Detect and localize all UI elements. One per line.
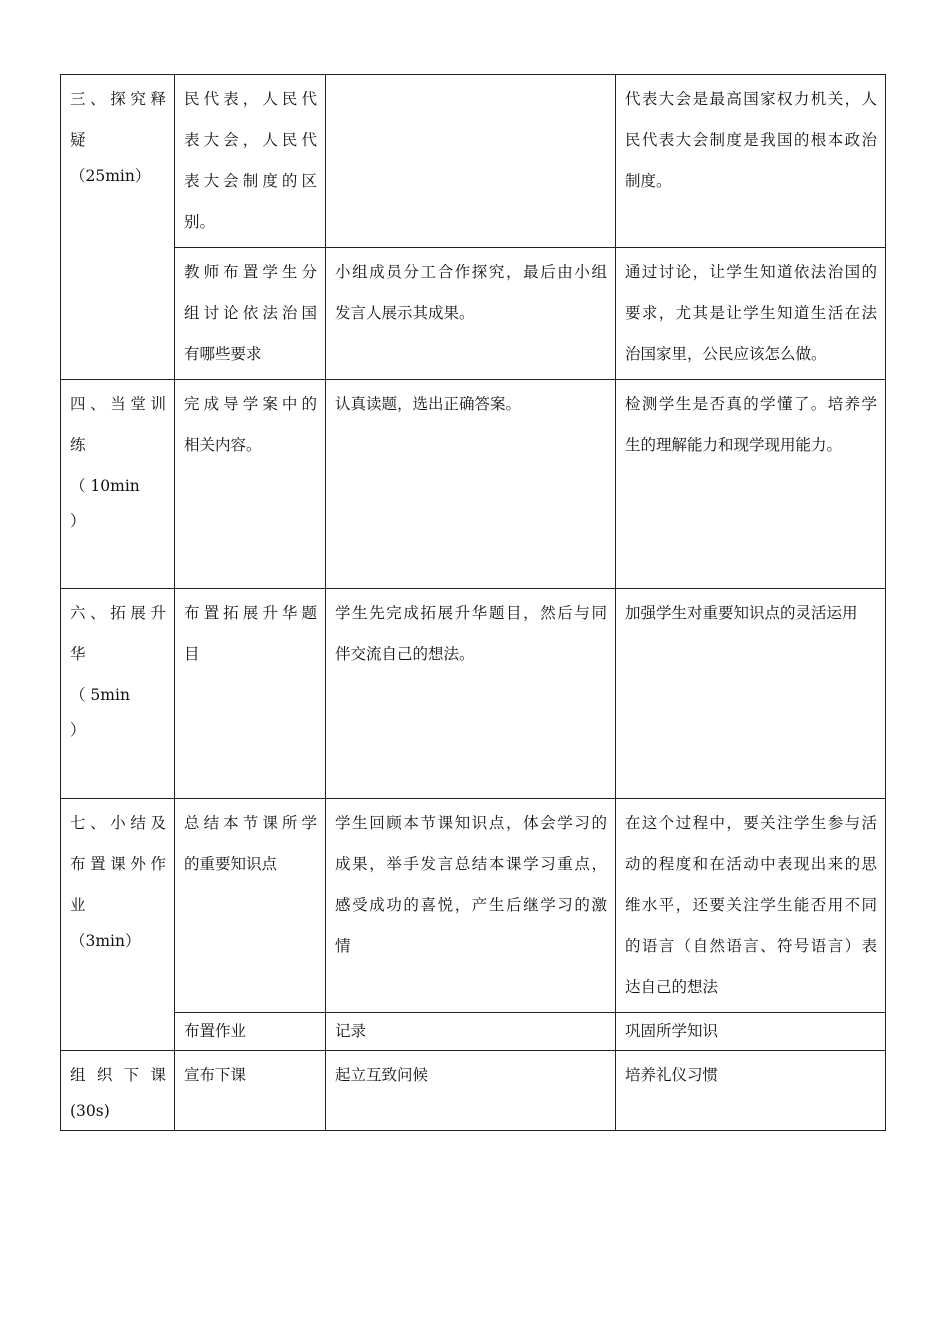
design-purpose-cell — [616, 248, 886, 380]
purpose-text: 检测学生是否真的学懂了。培养学 — [625, 395, 877, 413]
stage-duration: ） — [70, 512, 86, 530]
student-activity-cell — [326, 589, 616, 799]
teacher-text: 目 — [184, 645, 200, 663]
stage-duration: （ 5min — [70, 686, 130, 704]
table-row — [61, 799, 886, 1013]
purpose-text: 培养礼仪习惯 — [625, 1066, 719, 1084]
stage-duration: （25min） — [70, 167, 151, 185]
purpose-text: 巩固所学知识 — [625, 1022, 719, 1040]
stage-text: 组 织 下 课 — [70, 1066, 166, 1084]
table-row — [61, 248, 886, 380]
design-purpose-cell — [616, 799, 886, 1013]
teacher-text: 宣布下课 — [184, 1066, 247, 1084]
teacher-activity-cell — [175, 799, 326, 1013]
purpose-text: 代表大会是最高国家权力机关，人 — [625, 90, 877, 108]
stage-text: 业 — [70, 896, 86, 914]
purpose-text: 达自己的想法 — [625, 978, 719, 996]
purpose-text: 通过讨论，让学生知道依法治国的 — [625, 263, 877, 281]
purpose-text: 维水平，还要关注学生能否用不同 — [625, 896, 877, 914]
teacher-activity-cell — [175, 1013, 326, 1051]
purpose-text: 生的理解能力和现学现用能力。 — [625, 436, 843, 454]
table-row — [61, 589, 886, 799]
table-row — [61, 1051, 886, 1131]
stage-cell — [61, 799, 175, 1051]
teacher-text: 的重要知识点 — [184, 855, 278, 873]
stage-duration: ） — [70, 721, 86, 739]
purpose-text: 民代表大会制度是我国的根本政治 — [625, 131, 877, 149]
stage-cell — [61, 75, 175, 380]
teacher-text: 表大会，人民代 — [184, 131, 317, 149]
teacher-activity-cell — [175, 248, 326, 380]
stage-cell — [61, 380, 175, 589]
design-purpose-cell — [616, 1051, 886, 1131]
teacher-text: 总结本节课所学 — [184, 814, 317, 832]
stage-cell — [61, 589, 175, 799]
purpose-text: 制度。 — [625, 172, 672, 190]
teacher-activity-cell — [175, 75, 326, 248]
purpose-text: 的语言（自然语言、符号语言）表 — [625, 937, 877, 955]
student-activity-cell — [326, 380, 616, 589]
student-activity-cell — [326, 248, 616, 380]
student-text: 学生先完成拓展升华题目，然后与同 — [335, 604, 607, 622]
student-activity-cell — [326, 1051, 616, 1131]
teacher-text: 教师布置学生分 — [184, 263, 317, 281]
purpose-text: 加强学生对重要知识点的灵活运用 — [625, 604, 858, 622]
student-activity-cell — [326, 799, 616, 1013]
table-row — [61, 380, 886, 589]
student-text: 发言人展示其成果。 — [335, 304, 475, 322]
student-text: 认真读题，选出正确答案。 — [335, 395, 522, 413]
student-activity-cell — [326, 1013, 616, 1051]
stage-text: 布置课外作 — [70, 855, 166, 873]
purpose-text: 要求，尤其是让学生知道生活在法 — [625, 304, 877, 322]
teacher-text: 别。 — [184, 213, 216, 231]
stage-duration: （3min） — [70, 932, 141, 950]
student-text: 起立互致问候 — [335, 1066, 429, 1084]
student-text: 情 — [335, 937, 351, 955]
teacher-text: 完成导学案中的 — [184, 395, 317, 413]
lesson-plan-table — [60, 74, 886, 1131]
teacher-text: 布置作业 — [184, 1022, 247, 1040]
teacher-activity-cell — [175, 589, 326, 799]
teacher-text: 相关内容。 — [184, 436, 262, 454]
stage-duration: （ 10min — [70, 477, 140, 495]
student-text: 伴交流自己的想法。 — [335, 645, 475, 663]
purpose-text: 在这个过程中，要关注学生参与活 — [625, 814, 877, 832]
stage-duration: (30s) — [70, 1102, 110, 1120]
stage-text: 练 — [70, 436, 86, 454]
stage-text: 七、小结及 — [70, 814, 166, 832]
teacher-activity-cell — [175, 380, 326, 589]
teacher-activity-cell — [175, 1051, 326, 1131]
table-row — [61, 75, 886, 248]
student-text: 学生回顾本节课知识点，体会学习的 — [335, 814, 607, 832]
design-purpose-cell — [616, 75, 886, 248]
student-text: 感受成功的喜悦，产生后继学习的激 — [335, 896, 607, 914]
purpose-text: 动的程度和在活动中表现出来的思 — [625, 855, 877, 873]
table-row — [61, 1013, 886, 1051]
stage-cell — [61, 1051, 175, 1131]
student-text: 记录 — [335, 1022, 367, 1040]
stage-text: 疑 — [70, 131, 86, 149]
stage-text: 四、当堂训 — [70, 395, 166, 413]
teacher-text: 民代表，人民代 — [184, 90, 317, 108]
design-purpose-cell — [616, 589, 886, 799]
stage-text: 六、拓展升 — [70, 604, 166, 622]
teacher-text: 布置拓展升华题 — [184, 604, 317, 622]
teacher-text: 组讨论依法治国 — [184, 304, 317, 322]
stage-text: 华 — [70, 645, 86, 663]
stage-text: 三、探究释 — [70, 90, 166, 108]
design-purpose-cell — [616, 1013, 886, 1051]
student-activity-cell — [326, 75, 616, 248]
student-text: 小组成员分工合作探究，最后由小组 — [335, 263, 607, 281]
teacher-text: 表大会制度的区 — [184, 172, 317, 190]
purpose-text: 治国家里，公民应该怎么做。 — [625, 345, 827, 363]
student-text: 成果，举手发言总结本课学习重点， — [335, 855, 607, 873]
teacher-text: 有哪些要求 — [184, 345, 262, 363]
design-purpose-cell — [616, 380, 886, 589]
